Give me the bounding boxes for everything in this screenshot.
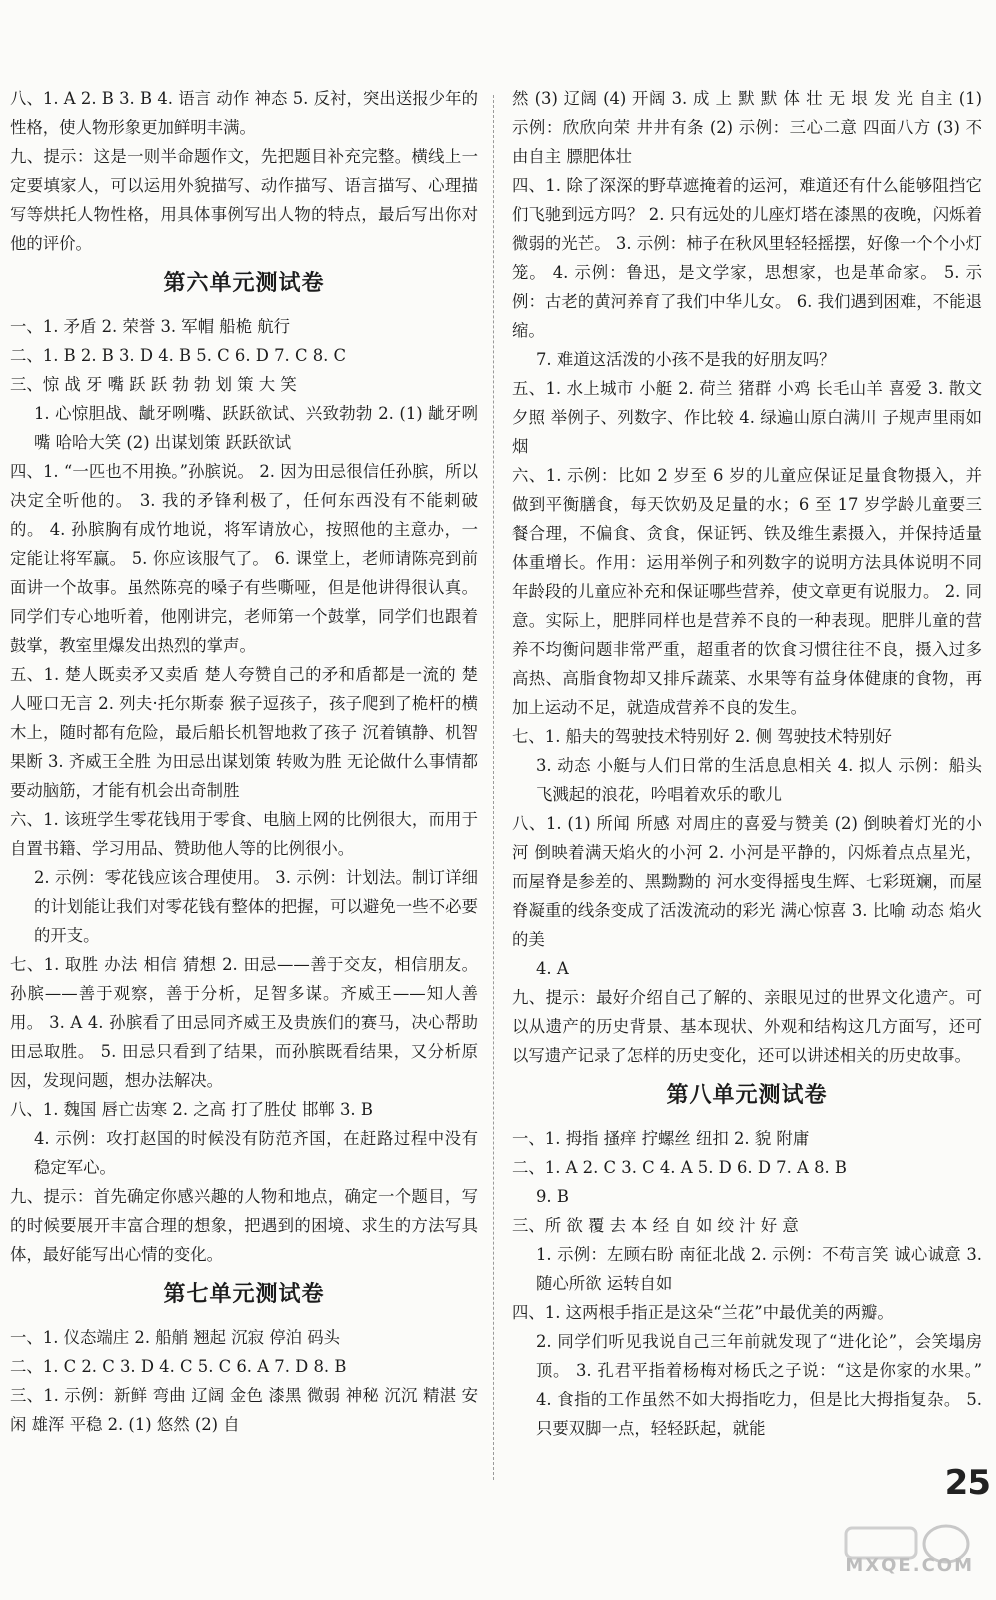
unit5-q8-answer: 八、1. A 2. B 3. B 4. 语言 动作 神态 5. 反衬，突出送报少年的性格，使人物形象更加鲜明丰满。	[10, 89, 478, 137]
unit7-q4-sub-answer: 7. 难道这活泼的小孩不是我的好朋友吗？	[536, 350, 836, 369]
unit6-q8-sub-answer: 4. 示例：攻打赵国的时候没有防范齐国，在赶路过程中没有稳定军心。	[34, 1129, 478, 1177]
unit6-q1-answer: 一、1. 矛盾 2. 荣誉 3. 军帽 船桅 航行	[10, 317, 291, 336]
unit6-q9-answer: 九、提示：首先确定你感兴趣的人物和地点，确定一个题目，写的时候要展开丰富合理的想象，把遇到的困境、求生的方法写具体，最好能写出心情的变化。	[10, 1187, 478, 1264]
unit6-q2-answer: 二、1. B 2. B 3. D 4. B 5. C 6. D 7. C 8. C	[10, 346, 347, 365]
unit7-q1-answer: 一、1. 仪态端庄 2. 船艄 翘起 沉寂 停泊 码头	[10, 1328, 340, 1347]
unit8-q4-sub-answer: 2. 同学们听见我说自己三年前就发现了“进化论”，会笑塌房顶。 3. 孔君平指着杨梅对杨氏之子说：“这是你家的水果。” 4. 食指的工作虽然不如大拇指吃力，但是比大拇指复杂。 5. 只要双脚一点，轻轻跃起，就能	[536, 1332, 982, 1438]
unit8-q3-sub-answer: 1. 示例：左顾右盼 南征北战 2. 示例：不苟言笑 诚心诚意 3. 随心所欲 运转自如	[536, 1245, 982, 1293]
unit6-heading: 第六单元测试卷	[163, 271, 325, 296]
column-divider	[493, 95, 494, 1480]
unit7-q2-answer: 二、1. C 2. C 3. D 4. C 5. C 6. A 7. D 8. B	[10, 1357, 347, 1376]
unit8-heading: 第八单元测试卷	[666, 1083, 828, 1108]
unit6-q7-answer: 七、1. 取胜 办法 相信 猜想 2. 田忌——善于交友，相信朋友。 孙膑——善于观察，善于分析，足智多谋。齐威王——知人善用。 3. A 4. 孙膑看了田忌同齐威王及贵族们的赛马，决心帮助田忌取胜。 5. 田忌只看到了结果，而孙膑既看结果，又分析原因，发现问题，想办法解决。	[10, 955, 478, 1090]
left-column	[10, 84, 478, 1439]
watermark-logo	[826, 1514, 986, 1582]
watermark-text: MXQE.COM	[845, 1555, 974, 1576]
unit7-q9-answer: 九、提示：最好介绍自己了解的、亲眼见过的世界文化遗产。可以从遗产的历史背景、基本现状、外观和结构这几方面写，还可以写遗产记录了怎样的历史变化，还可以讲述相关的历史故事。	[512, 988, 982, 1065]
unit7-q7-answer: 七、1. 船夫的驾驶技术特别好 2. 侧 驾驶技术特别好	[512, 727, 892, 746]
unit8-q3-answer: 三、所 欲 覆 去 本 经 自 如 绞 汁 好 意	[512, 1216, 799, 1235]
unit6-q5-answer: 五、1. 楚人既卖矛又卖盾 楚人夸赞自己的矛和盾都是一流的 楚人哑口无言 2. 列夫·托尔斯泰 猴子逗孩子，孩子爬到了桅杆的横木上，随时都有危险，最后船长机智地救了孩子 沉着镇静、机智果断 3. 齐威王全胜 为田忌出谋划策 转败为胜 无论做什么事情都要动脑筋，才能有机会出奇制胜	[10, 665, 478, 800]
unit8-q1-answer: 一、1. 拇指 搔痒 拧螺丝 纽扣 2. 貌 附庸	[512, 1129, 810, 1148]
unit7-q6-answer: 六、1. 示例：比如 2 岁至 6 岁的儿童应保证足量食物摄入，并做到平衡膳食，每天饮奶及足量的水；6 至 17 岁学龄儿童要三餐合理，不偏食、贪食，保证钙、铁及维生素摄入，并保持适量体重增长。作用：运用举例子和列数字的说明方法具体说明不同年龄段的儿童应补充和保证哪些营养，使文章更有说服力。 2. 同意。实际上，肥胖同样也是营养不良的一种表现。肥胖儿童的营养不均衡问题非常严重，超重者的饮食习惯往往不良，摄入过多高热、高脂食物却又排斥蔬菜、水果等有益身体健康的食物，再加上运动不足，就造成营养不良的发生。	[512, 466, 982, 717]
unit5-q9-answer: 九、提示：这是一则半命题作文，先把题目补充完整。横线上一定要填家人，可以运用外貌描写、动作描写、语言描写、心理描写等烘托人物性格，用具体事例写出人物的特点，最后写出你对他的评价。	[10, 147, 478, 253]
right-column	[512, 84, 982, 1443]
unit6-q3-sub-answer: 1. 心惊胆战、龇牙咧嘴、跃跃欲试、兴致勃勃 2. (1) 龇牙咧嘴 哈哈大笑 (2) 出谋划策 跃跃欲试	[34, 404, 478, 452]
unit8-q4-answer: 四、1. 这两根手指正是这朵“兰花”中最优美的两瓣。	[512, 1303, 894, 1322]
unit7-q7-sub-answer: 3. 动态 小艇与人们日常的生活息息相关 4. 拟人 示例：船头飞溅起的浪花，吟唱着欢乐的歌儿	[536, 756, 982, 804]
unit6-q3-answer: 三、惊 战 牙 嘴 跃 跃 勃 勃 划 策 大 笑	[10, 375, 297, 394]
unit6-q8-answer: 八、1. 魏国 唇亡齿寒 2. 之高 打了胜仗 邯郸 3. B	[10, 1100, 373, 1119]
unit6-q6-sub-answer: 2. 示例：零花钱应该合理使用。 3. 示例：计划法。制订详细的计划能让我们对零花钱有整体的把握，可以避免一些不必要的开支。	[34, 868, 478, 945]
unit7-q5-answer: 五、1. 水上城市 小艇 2. 荷兰 猪群 小鸡 长毛山羊 喜爱 3. 散文 夕照 举例子、列数字、作比较 4. 绿遍山原白满川 子规声里雨如烟	[512, 379, 982, 456]
unit6-q6-answer: 六、1. 该班学生零花钱用于零食、电脑上网的比例很大，而用于自置书籍、学习用品、赞助他人等的比例很小。	[10, 810, 478, 858]
unit7-q4-answer: 四、1. 除了深深的野草遮掩着的运河，难道还有什么能够阻挡它们飞驰到远方吗？ 2. 只有远处的儿座灯塔在漆黑的夜晚，闪烁着微弱的光芒。 3. 示例：柿子在秋风里轻轻摇摆，好像一个个小灯笼。 4. 示例：鲁迅，是文学家，思想家，也是革命家。 5. 示例：古老的黄河养育了我们中华儿女。 6. 我们遇到困难，不能退缩。	[512, 176, 982, 340]
unit7-q8-answer: 八、1. (1) 所闻 所感 对周庄的喜爱与赞美 (2) 倒映着灯光的小河 倒映着满天焰火的小河 2. 小河是平静的，闪烁着点点星光，而屋脊是参差的、黑黝黝的 河水变得摇曳生辉、七彩斑斓，而屋脊凝重的线条变成了活泼流动的彩光 满心惊喜 3. 比喻 动态 焰火的美	[512, 814, 982, 949]
unit8-q2-answer: 二、1. A 2. C 3. C 4. A 5. D 6. D 7. A 8. B	[512, 1158, 847, 1177]
unit8-q2-sub-answer: 9. B	[536, 1187, 569, 1206]
unit6-q4-answer: 四、1. “一匹也不用换。”孙膑说。 2. 因为田忌很信任孙膑，所以决定全听他的。 3. 我的矛锋利极了，任何东西没有不能刺破的。 4. 孙膑胸有成竹地说，将军请放心，按照他的主意办，一定能让将军赢。 5. 你应该服气了。 6. 课堂上，老师请陈亮到前面讲一个故事。虽然陈亮的嗓子有些嘶哑，但是他讲得很认真。同学们专心地听着，他刚讲完，老师第一个鼓掌，同学们也跟着鼓掌，教室里爆发出热烈的掌声。	[10, 462, 478, 655]
unit7-heading: 第七单元测试卷	[163, 1282, 325, 1307]
unit7-q3-answer: 三、1. 示例：新鲜 弯曲 辽阔 金色 漆黑 微弱 神秘 沉沉 精湛 安闲 雄浑 平稳 2. (1) 悠然 (2) 自	[10, 1386, 478, 1434]
unit7-q3-continued: 然 (3) 辽阔 (4) 开阔 3. 成 上 默 默 体 壮 无 垠 发 光 自主 (1) 示例：欣欣向荣 井井有条 (2) 示例：三心二意 四面八方 (3) 不由自主 膘肥体壮	[512, 89, 982, 166]
unit7-q8-sub-answer: 4. A	[536, 959, 569, 978]
page-number: 25	[944, 1463, 990, 1503]
